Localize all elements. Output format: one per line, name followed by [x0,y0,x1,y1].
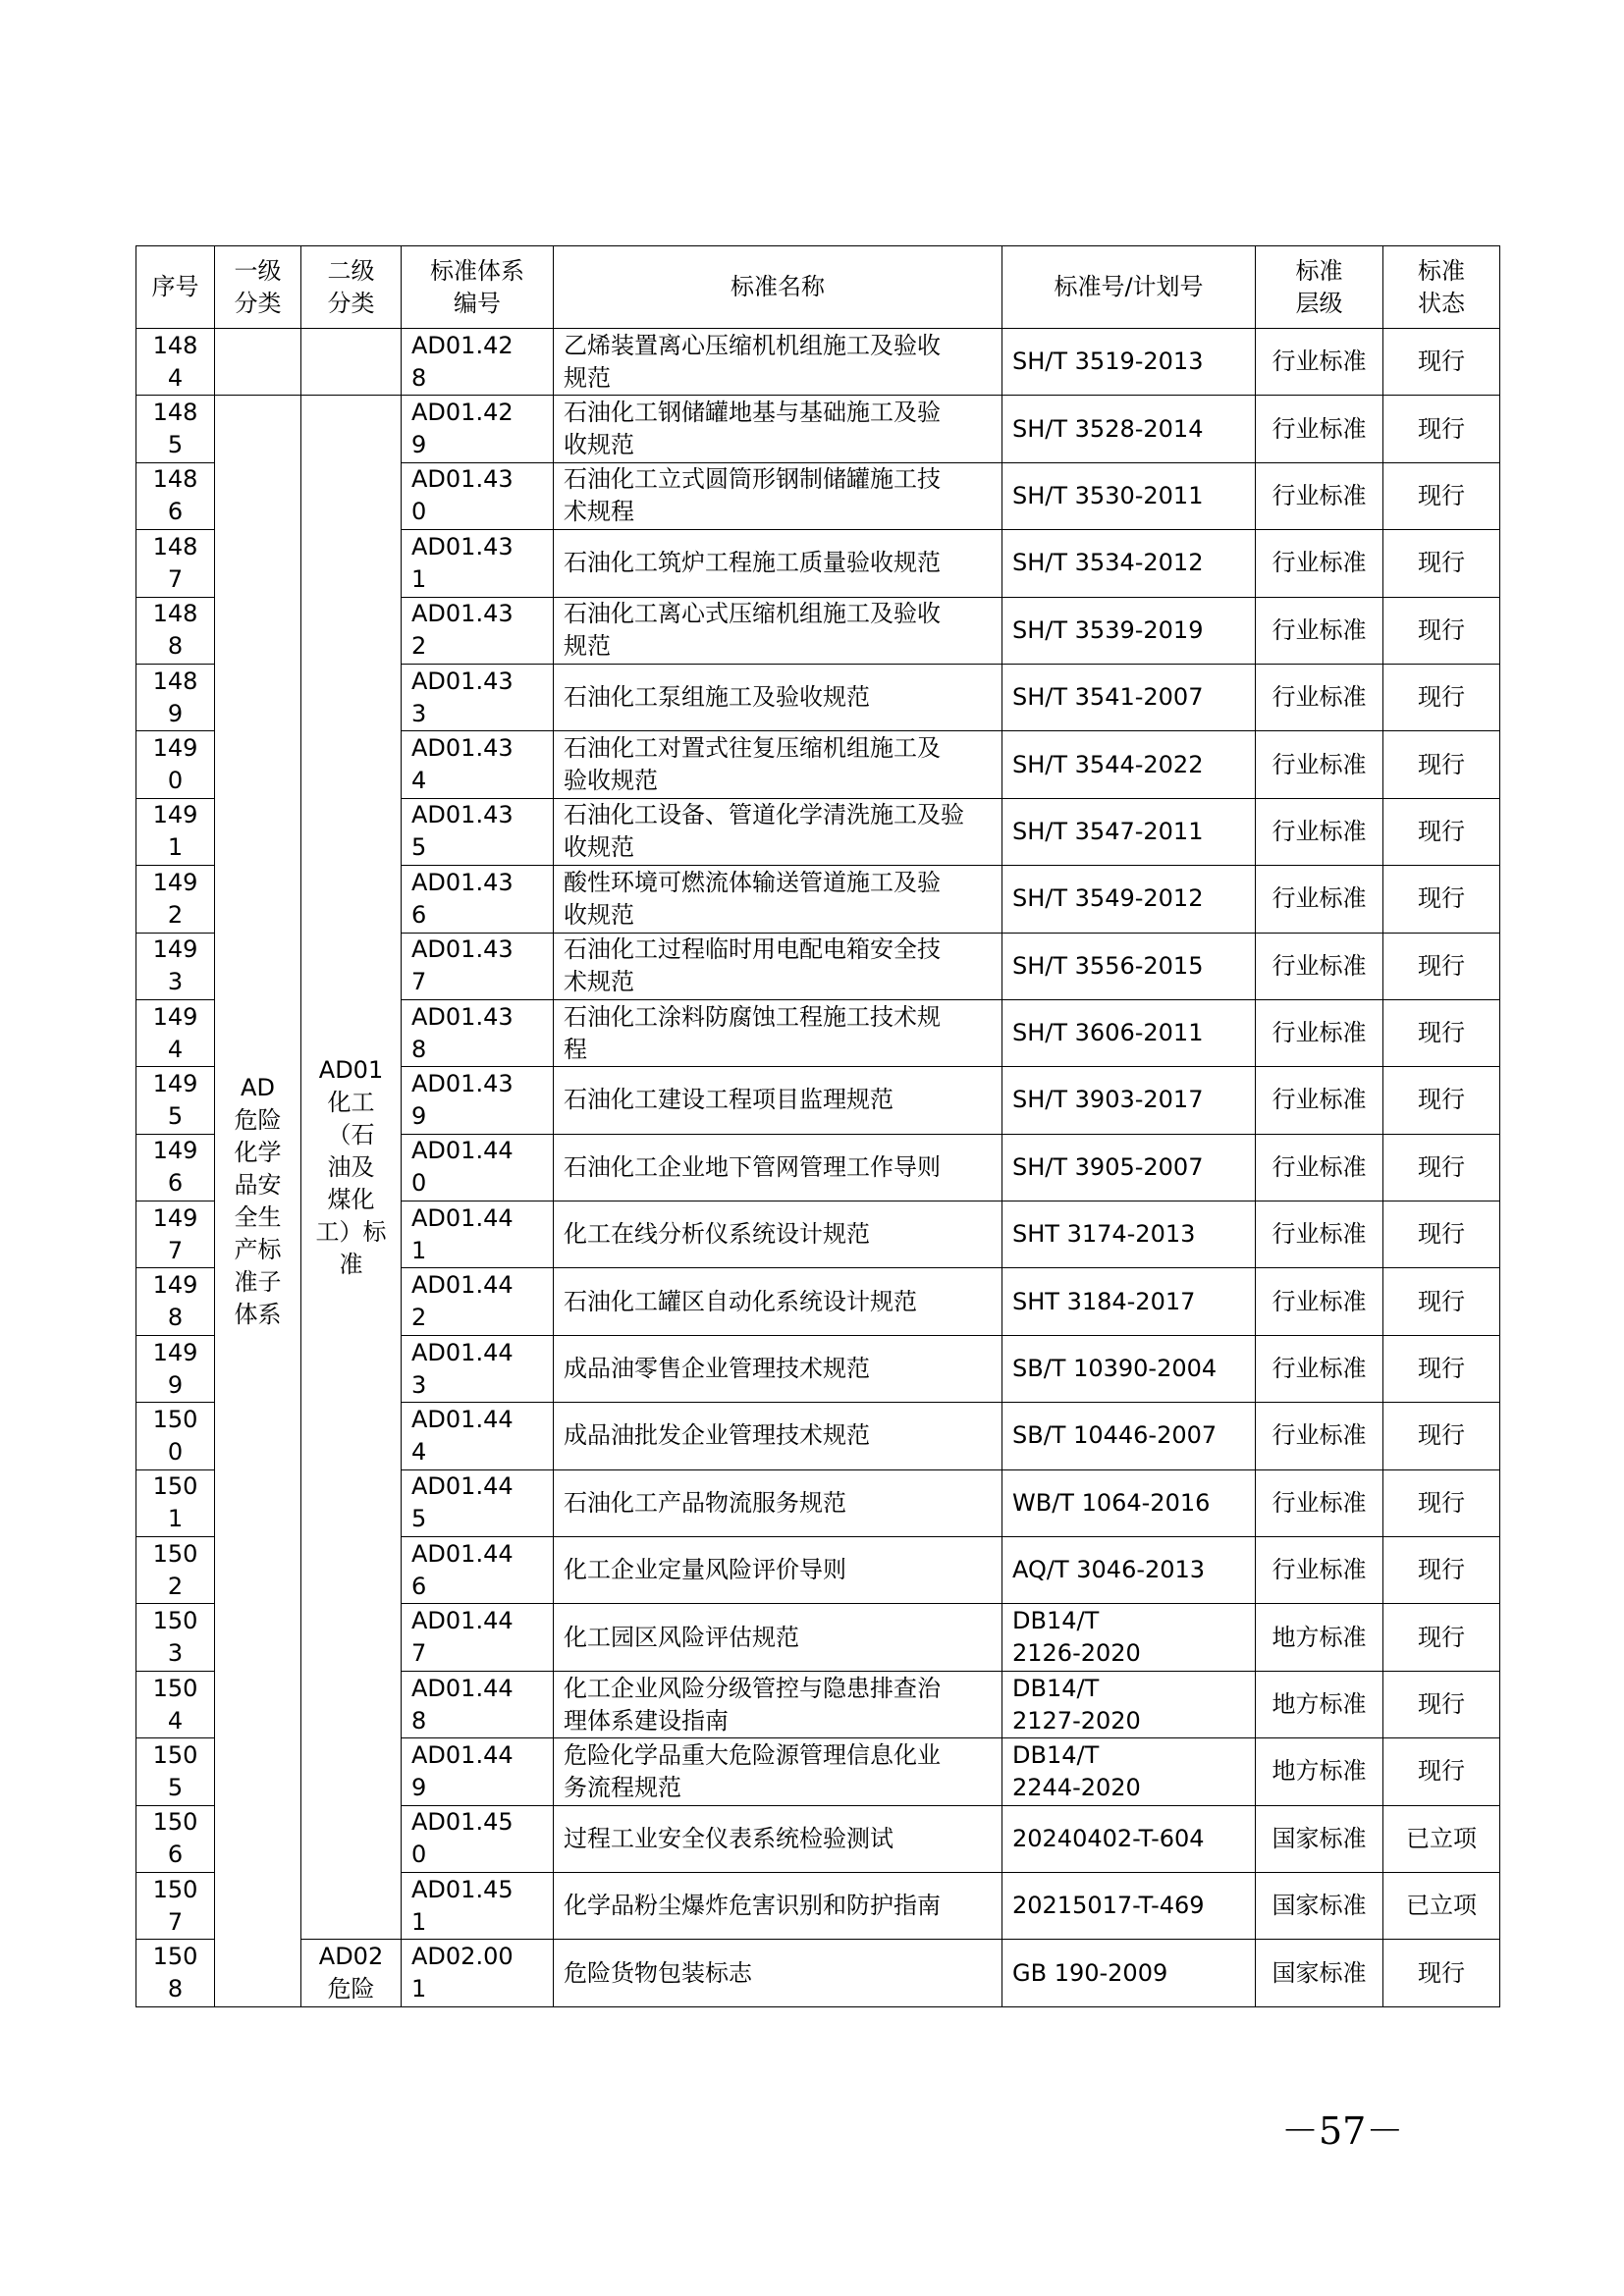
cell-number: SH/T 3541-2007 [1002,664,1256,730]
cell-level: 行业标准 [1256,1537,1383,1604]
cell-seq: 150 2 [136,1537,215,1604]
cell-name: 危险化学品重大危险源管理信息化业 务流程规范 [554,1738,1002,1805]
cell-name: 石油化工泵组施工及验收规范 [554,664,1002,730]
cell-status: 已立项 [1383,1805,1500,1872]
cell-level2-empty [301,329,402,396]
cell-status: 现行 [1383,1134,1500,1201]
cell-name: 石油化工产品物流服务规范 [554,1469,1002,1536]
cell-status: 已立项 [1383,1872,1500,1939]
cell-code: AD01.43 7 [402,933,554,999]
cell-level: 行业标准 [1256,1067,1383,1134]
table-header-row [136,246,1500,329]
cell-name: 化学品粉尘爆炸危害识别和防护指南 [554,1872,1002,1939]
cell-seq: 150 6 [136,1805,215,1872]
header-level: 标准 层级 [1256,246,1383,329]
cell-level: 行业标准 [1256,999,1383,1066]
cell-code: AD01.44 3 [402,1335,554,1402]
cell-level: 地方标准 [1256,1604,1383,1671]
cell-seq: 150 8 [136,1940,215,2006]
cell-number: SH/T 3903-2017 [1002,1067,1256,1134]
header-level1: 一级 分类 [215,246,301,329]
cell-level: 地方标准 [1256,1738,1383,1805]
cell-level: 地方标准 [1256,1671,1383,1737]
cell-name: 石油化工离心式压缩机组施工及验收 规范 [554,597,1002,664]
cell-status: 现行 [1383,798,1500,865]
cell-code: AD01.45 1 [402,1872,554,1939]
cell-seq: 149 9 [136,1335,215,1402]
cell-seq: 148 5 [136,396,215,462]
cell-level: 国家标准 [1256,1805,1383,1872]
cell-level: 国家标准 [1256,1872,1383,1939]
cell-number: SH/T 3606-2011 [1002,999,1256,1066]
cell-level: 行业标准 [1256,1268,1383,1335]
cell-code: AD01.42 9 [402,396,554,462]
cell-status: 现行 [1383,999,1500,1066]
cell-number: SH/T 3519-2013 [1002,329,1256,396]
cell-code: AD01.43 8 [402,999,554,1066]
cell-name: 化工在线分析仪系统设计规范 [554,1201,1002,1268]
cell-seq: 149 2 [136,866,215,933]
cell-name: 成品油零售企业管理技术规范 [554,1335,1002,1402]
cell-status: 现行 [1383,1671,1500,1737]
cell-number: GB 190-2009 [1002,1940,1256,2006]
cell-seq: 148 8 [136,597,215,664]
cell-number: 20240402-T-604 [1002,1805,1256,1872]
cell-code: AD01.44 0 [402,1134,554,1201]
cell-number: SH/T 3544-2022 [1002,731,1256,798]
cell-number: SB/T 10390-2004 [1002,1335,1256,1402]
cell-level: 行业标准 [1256,933,1383,999]
table-row [136,329,1500,396]
cell-level: 行业标准 [1256,1469,1383,1536]
cell-status: 现行 [1383,1469,1500,1536]
cell-level: 行业标准 [1256,798,1383,865]
cell-name: 石油化工钢储罐地基与基础施工及验 收规范 [554,396,1002,462]
cell-number: SHT 3174-2013 [1002,1201,1256,1268]
cell-status: 现行 [1383,866,1500,933]
cell-status: 现行 [1383,933,1500,999]
cell-status: 现行 [1383,1201,1500,1268]
cell-number: SH/T 3556-2015 [1002,933,1256,999]
cell-level2-next: AD02 危险 [301,1940,402,2006]
table-row [136,1940,1500,2006]
cell-level2-group: AD01 化工 （石 油及 煤化 工）标 准 [301,396,402,1940]
cell-code: AD01.43 4 [402,731,554,798]
cell-code: AD01.43 3 [402,664,554,730]
cell-status: 现行 [1383,1268,1500,1335]
cell-name: 化工企业定量风险评价导则 [554,1537,1002,1604]
cell-level1-empty [215,329,301,396]
cell-code: AD01.43 5 [402,798,554,865]
cell-level: 行业标准 [1256,1134,1383,1201]
cell-level: 行业标准 [1256,329,1383,396]
cell-seq: 150 7 [136,1872,215,1939]
cell-name: 酸性环境可燃流体输送管道施工及验 收规范 [554,866,1002,933]
cell-seq: 149 7 [136,1201,215,1268]
cell-code: AD01.45 0 [402,1805,554,1872]
header-code: 标准体系 编号 [402,246,554,329]
cell-status: 现行 [1383,329,1500,396]
cell-seq: 149 4 [136,999,215,1066]
cell-code: AD01.43 2 [402,597,554,664]
cell-level: 行业标准 [1256,462,1383,529]
cell-code: AD01.43 1 [402,530,554,597]
cell-number: AQ/T 3046-2013 [1002,1537,1256,1604]
cell-seq: 150 3 [136,1604,215,1671]
cell-status: 现行 [1383,664,1500,730]
cell-name: 石油化工涂料防腐蚀工程施工技术规 程 [554,999,1002,1066]
cell-number: DB14/T 2127-2020 [1002,1671,1256,1737]
cell-number: DB14/T 2126-2020 [1002,1604,1256,1671]
cell-code: AD01.43 6 [402,866,554,933]
cell-code: AD01.42 8 [402,329,554,396]
cell-level: 行业标准 [1256,866,1383,933]
cell-status: 现行 [1383,731,1500,798]
cell-code: AD01.44 7 [402,1604,554,1671]
cell-name: 过程工业安全仪表系统检验测试 [554,1805,1002,1872]
cell-number: SH/T 3539-2019 [1002,597,1256,664]
header-level2: 二级 分类 [301,246,402,329]
cell-seq: 149 3 [136,933,215,999]
cell-number: SB/T 10446-2007 [1002,1403,1256,1469]
cell-number: SHT 3184-2017 [1002,1268,1256,1335]
cell-name: 石油化工企业地下管网管理工作导则 [554,1134,1002,1201]
header-number: 标准号/计划号 [1002,246,1256,329]
cell-seq: 148 4 [136,329,215,396]
cell-number: SH/T 3530-2011 [1002,462,1256,529]
cell-seq: 149 5 [136,1067,215,1134]
header-seq: 序号 [136,246,215,329]
cell-number: SH/T 3534-2012 [1002,530,1256,597]
cell-name: 危险货物包装标志 [554,1940,1002,2006]
cell-name: 成品油批发企业管理技术规范 [554,1403,1002,1469]
table-row [136,396,1500,462]
cell-number: SH/T 3528-2014 [1002,396,1256,462]
cell-number: WB/T 1064-2016 [1002,1469,1256,1536]
cell-name: 石油化工建设工程项目监理规范 [554,1067,1002,1134]
cell-status: 现行 [1383,597,1500,664]
cell-name: 石油化工罐区自动化系统设计规范 [554,1268,1002,1335]
cell-status: 现行 [1383,396,1500,462]
cell-seq: 150 0 [136,1403,215,1469]
cell-code: AD01.44 2 [402,1268,554,1335]
header-status: 标准 状态 [1383,246,1500,329]
cell-level: 行业标准 [1256,530,1383,597]
cell-code: AD01.44 4 [402,1403,554,1469]
cell-level: 行业标准 [1256,597,1383,664]
cell-status: 现行 [1383,530,1500,597]
cell-number: SH/T 3905-2007 [1002,1134,1256,1201]
cell-status: 现行 [1383,1335,1500,1402]
cell-code: AD01.44 8 [402,1671,554,1737]
cell-number: 20215017-T-469 [1002,1872,1256,1939]
header-name: 标准名称 [554,246,1002,329]
standards-table [135,245,1500,2007]
cell-status: 现行 [1383,1537,1500,1604]
cell-code: AD01.44 1 [402,1201,554,1268]
cell-seq: 150 4 [136,1671,215,1737]
cell-name: 化工企业风险分级管控与隐患排查治 理体系建设指南 [554,1671,1002,1737]
cell-code: AD01.44 9 [402,1738,554,1805]
cell-seq: 148 9 [136,664,215,730]
cell-seq: 148 7 [136,530,215,597]
cell-name: 石油化工过程临时用电配电箱安全技 术规范 [554,933,1002,999]
cell-seq: 149 1 [136,798,215,865]
cell-level: 行业标准 [1256,1335,1383,1402]
cell-status: 现行 [1383,1067,1500,1134]
cell-code: AD02.00 1 [402,1940,554,2006]
cell-number: SH/T 3549-2012 [1002,866,1256,933]
cell-name: 化工园区风险评估规范 [554,1604,1002,1671]
cell-seq: 149 0 [136,731,215,798]
cell-level: 行业标准 [1256,1201,1383,1268]
cell-seq: 150 1 [136,1469,215,1536]
cell-seq: 148 6 [136,462,215,529]
cell-name: 石油化工设备、管道化学清洗施工及验 收规范 [554,798,1002,865]
cell-name: 石油化工立式圆筒形钢制储罐施工技 术规程 [554,462,1002,529]
cell-seq: 150 5 [136,1738,215,1805]
cell-code: AD01.43 0 [402,462,554,529]
cell-level: 行业标准 [1256,664,1383,730]
cell-status: 现行 [1383,1604,1500,1671]
cell-status: 现行 [1383,1738,1500,1805]
cell-level1-group: AD 危险 化学 品安 全生 产标 准子 体系 [215,396,301,2006]
cell-status: 现行 [1383,462,1500,529]
cell-name: 石油化工筑炉工程施工质量验收规范 [554,530,1002,597]
page-number: －57－ [1281,2109,1404,2153]
cell-number: SH/T 3547-2011 [1002,798,1256,865]
cell-name: 石油化工对置式往复压缩机组施工及 验收规范 [554,731,1002,798]
cell-number: DB14/T 2244-2020 [1002,1738,1256,1805]
cell-status: 现行 [1383,1403,1500,1469]
cell-code: AD01.44 6 [402,1537,554,1604]
cell-level: 行业标准 [1256,731,1383,798]
cell-status: 现行 [1383,1940,1500,2006]
cell-level: 行业标准 [1256,396,1383,462]
cell-seq: 149 8 [136,1268,215,1335]
cell-code: AD01.44 5 [402,1469,554,1536]
cell-name: 乙烯装置离心压缩机机组施工及验收 规范 [554,329,1002,396]
cell-level: 国家标准 [1256,1940,1383,2006]
cell-seq: 149 6 [136,1134,215,1201]
cell-level: 行业标准 [1256,1403,1383,1469]
cell-code: AD01.43 9 [402,1067,554,1134]
